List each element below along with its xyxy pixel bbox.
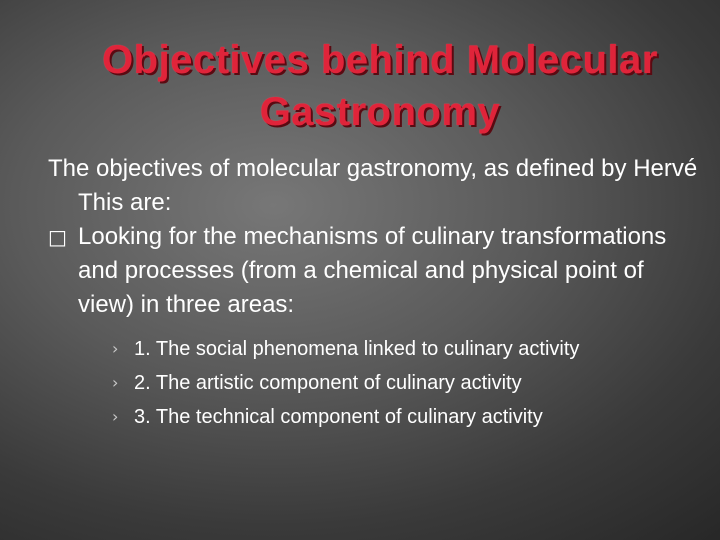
bullet-item: [48, 220, 698, 322]
slide-body: [48, 152, 698, 434]
chevron-right-icon: ›: [112, 339, 119, 358]
chevron-right-icon: ›: [112, 373, 119, 392]
checkbox-bullet-icon: □: [48, 225, 67, 249]
intro-paragraph: The objectives of molecular gastronomy, as defined by Hervé This are:: [48, 155, 698, 216]
bullet-item-text: Looking for the mechanisms of culinary transformations and processes (from a chemical and physical point of view) in three areas:: [78, 223, 667, 318]
chevron-right-icon: ›: [112, 407, 119, 426]
sub-bullet-list: [112, 332, 698, 434]
sub-bullet-item: [112, 366, 698, 400]
slide-title-line-2: Gastronomy: [259, 90, 501, 134]
slide-title-line-1: Objectives behind Molecular: [102, 38, 658, 82]
sub-bullet-text: 1. The social phenomena linked to culinary activity: [134, 338, 580, 360]
sub-bullet-item: [112, 400, 698, 434]
sub-bullet-text: 2. The artistic component of culinary activity: [134, 372, 522, 394]
sub-bullet-item: [112, 332, 698, 366]
sub-bullet-text: 3. The technical component of culinary activity: [134, 406, 543, 428]
slide-title: [60, 34, 700, 138]
